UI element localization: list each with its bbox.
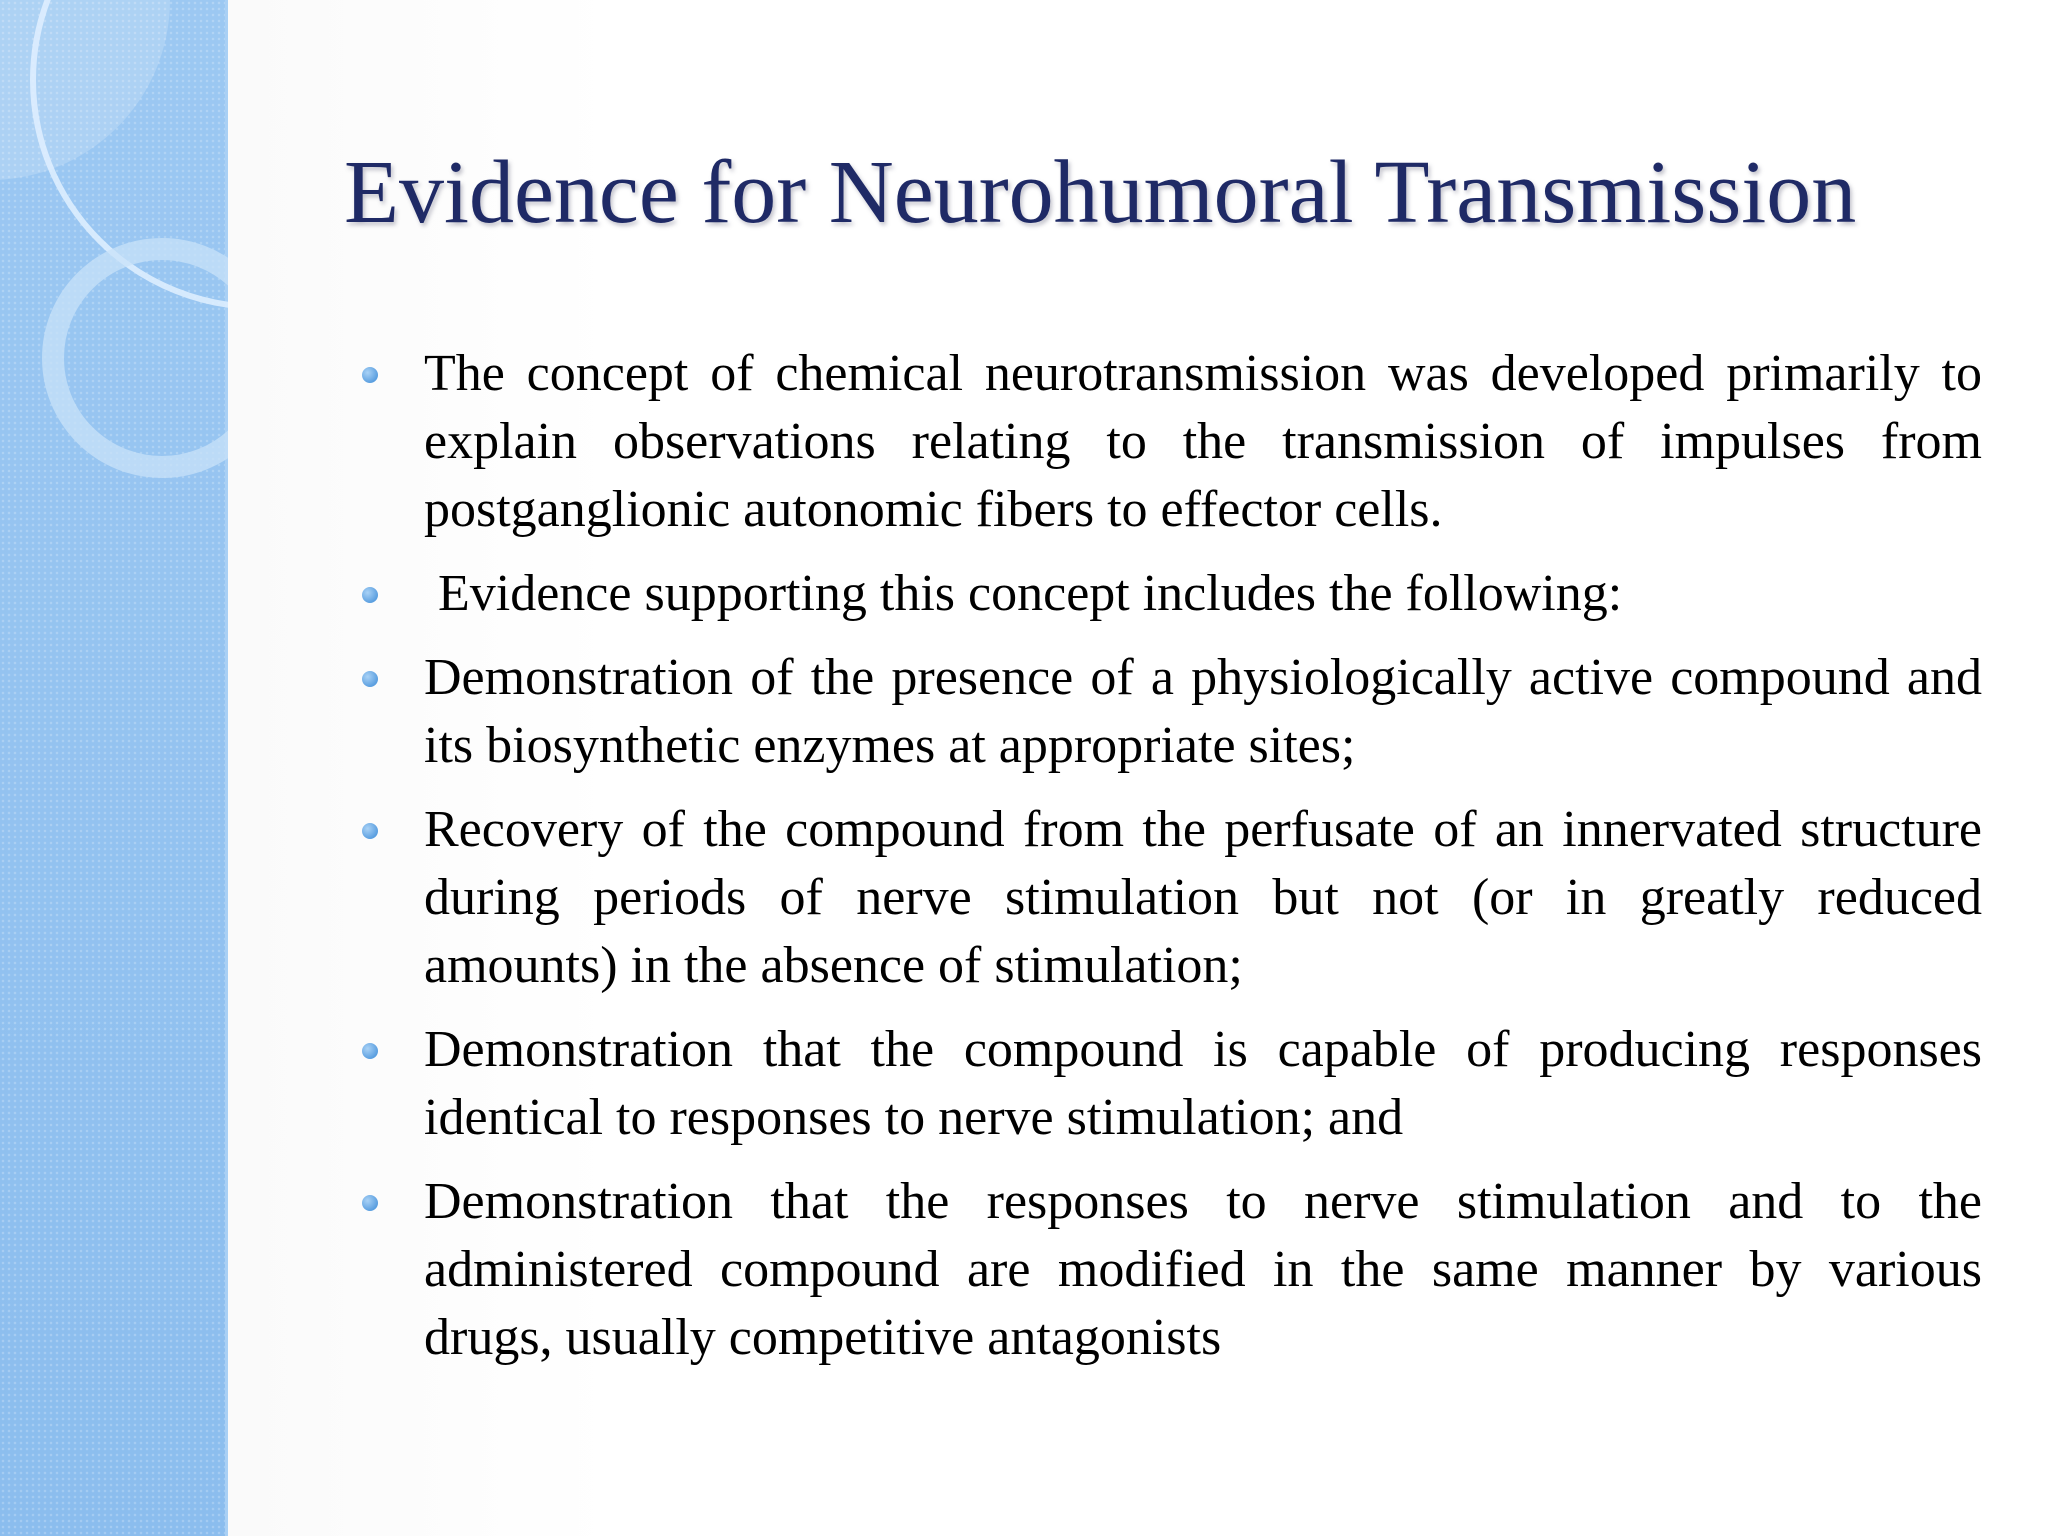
small-ring-icon [42, 238, 228, 478]
bullet-dot-icon [362, 587, 378, 603]
decorative-rings [0, 0, 228, 1536]
bullet-item [362, 560, 1982, 628]
bullet-dot-icon [362, 1043, 378, 1059]
bullet-text: Recovery of the compound from the perfusate of an innervated structure during periods of nerve stimulation but not (or in greatly reduced amounts) in the absence of stimulation; [424, 801, 1982, 994]
bullet-item [362, 1016, 1982, 1152]
bullet-dot-icon [362, 823, 378, 839]
bullet-text: The concept of chemical neurotransmission was developed primarily to explain observations relating to the transmission of impulses from postganglionic autonomic fibers to effector cells. [424, 345, 1982, 538]
bullet-item [362, 1168, 1982, 1372]
bullet-dot-icon [362, 367, 378, 383]
slide-title: Evidence for Neurohumoral Transmission [344, 143, 1857, 242]
bullet-text: Evidence supporting this concept includes the following: [438, 565, 1623, 622]
bullet-list [362, 340, 1982, 1388]
bullet-item [362, 796, 1982, 1000]
bullet-dot-icon [362, 671, 378, 687]
bullet-text: Demonstration that the compound is capable of producing responses identical to responses to nerve stimulation; and [424, 1021, 1982, 1146]
bullet-item [362, 644, 1982, 780]
bullet-item [362, 340, 1982, 544]
bullet-text: Demonstration that the responses to nerve stimulation and to the administered compound are modified in the same manner by various drugs, usually competitive antagonists [424, 1173, 1982, 1366]
bullet-dot-icon [362, 1195, 378, 1211]
bullet-text: Demonstration of the presence of a physiologically active compound and its biosynthetic enzymes at appropriate sites; [424, 649, 1982, 774]
